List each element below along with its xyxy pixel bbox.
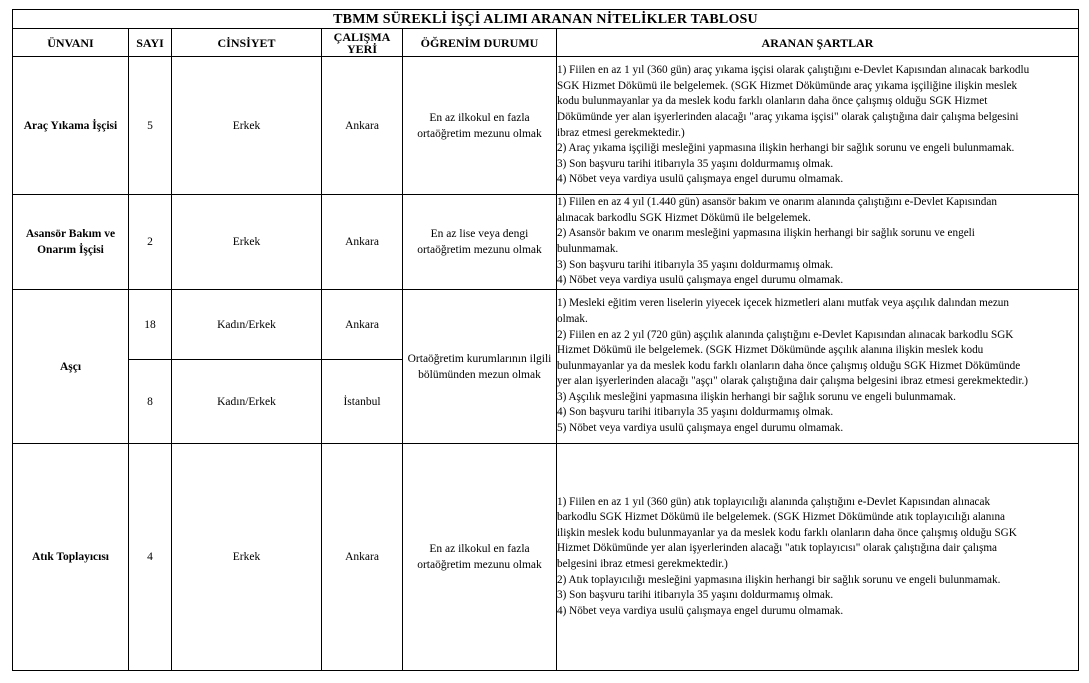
requirement-line: 1) Fiilen en az 1 yıl (360 gün) atık toplayıcılığı alanında çalıştığını e-Devlet Kapısından alınacak — [557, 495, 991, 508]
count-cell: 5 — [129, 57, 172, 195]
table-row — [13, 444, 1079, 671]
header-count: SAYI — [129, 29, 172, 57]
position-cell: Atık Toplayıcısı — [13, 444, 129, 671]
requirement-line: barkodlu SGK Hizmet Dökümü ile belgelemek. (SGK Hizmet Dökümünde atık toplayıcılığı alanına — [557, 511, 1006, 524]
workplace-cell: Ankara — [322, 195, 403, 290]
gender-cell: Erkek — [172, 57, 322, 195]
count-cell: 8 — [129, 360, 172, 444]
requirement-line: 3) Aşçılık mesleğini yapmasına ilişkin herhangi bir sağlık sorunu ve engeli bulunmamak. — [557, 390, 956, 403]
education-cell: En az ilkokul en fazla ortaöğretim mezunu olmak — [403, 57, 557, 195]
requirement-line: 4) Nöbet veya vardiya usulü çalışmaya engel durumu olmamak. — [557, 604, 844, 617]
requirement-line: Hizmet Dökümünde yer alan işyerlerinden alacağı "atık toplayıcısı" olarak çalıştığına dair çalışma — [557, 542, 998, 555]
count-cell: 18 — [129, 290, 172, 360]
count-cell: 4 — [129, 444, 172, 671]
requirement-line: 1) Mesleki eğitim veren liselerin yiyecek içecek hizmetleri alanı mutfak veya aşçılık dalından mezun — [557, 297, 1009, 310]
header-workplace-line2: YERİ — [346, 41, 377, 56]
workplace-cell: Ankara — [322, 57, 403, 195]
requirement-line: alınacak barkodlu SGK Hizmet Dökümü ile belgelemek. — [557, 211, 811, 224]
requirement-line: Dökümünde yer alan işyerlerinden alacağı "araç yıkama işçisi" olarak çalıştığına dair çalışma belgesini — [557, 110, 1019, 123]
requirements-cell — [557, 57, 1079, 195]
requirements-cell — [557, 290, 1079, 444]
workplace-cell: İstanbul — [322, 360, 403, 444]
requirement-line: kodu bulunmayanlar ya da meslek kodu farklı olanların daha önce çalışmış olduğu SGK Hizmet — [557, 95, 988, 108]
requirement-line: bulunmamak. — [557, 243, 619, 255]
count-cell: 2 — [129, 195, 172, 290]
table-title: TBMM SÜREKLİ İŞÇİ ALIMI ARANAN NİTELİKLER TABLOSU — [13, 10, 1079, 29]
requirement-line: 4) Son başvuru tarihi itibarıyla 35 yaşını doldurmamış olmak. — [557, 406, 834, 419]
requirement-line: 2) Asansör bakım ve onarım mesleğini yapmasına ilişkin herhangi bir sağlık sorunu ve engeli — [557, 227, 975, 240]
header-workplace-line1: ÇALIŞMA — [333, 29, 391, 44]
position-cell: Aşçı — [13, 290, 129, 444]
table-row — [13, 57, 1079, 195]
gender-cell: Erkek — [172, 444, 322, 671]
requirement-line: 1) Fiilen en az 1 yıl (360 gün) araç yıkama işçisi olarak çalıştığını e-Devlet Kapısından alınacak barkodlu — [557, 64, 1030, 77]
requirements-cell — [557, 444, 1079, 671]
requirement-line: 2) Atık toplayıcılığı mesleğini yapmasına ilişkin herhangi bir sağlık sorunu ve engeli bulunmamak. — [557, 573, 1001, 586]
header-requirements: ARANAN ŞARTLAR — [557, 29, 1079, 57]
requirements-table — [12, 9, 1079, 671]
requirement-line: ilişkin meslek kodu bulunmayanlar ya da meslek kodu farklı olanların daha önce çalışmış olduğu SGK — [557, 526, 1017, 539]
header-workplace — [322, 29, 403, 57]
requirement-line: 2) Araç yıkama işçiliği mesleğini yapmasına ilişkin herhangi bir sağlık sorunu ve engeli bulunmamak. — [557, 142, 1015, 155]
table-row — [13, 195, 1079, 290]
requirement-line: bulunmayanlar ya da meslek kodu farklı olanların daha önce çalışmış olduğu SGK Hizmet Dökümünde — [557, 359, 1021, 372]
requirement-line: Hizmet Dökümü ile belgelemek. (SGK Hizmet Dökümünde aşçılık alanına ilişkin meslek kodu — [557, 344, 984, 357]
header-education: ÖĞRENİM DURUMU — [403, 29, 557, 57]
gender-cell: Kadın/Erkek — [172, 360, 322, 444]
education-cell: En az ilkokul en fazla ortaöğretim mezunu olmak — [403, 444, 557, 671]
requirement-line: belgesini ibraz etmesi gerekmektedir.) — [557, 558, 728, 570]
workplace-cell: Ankara — [322, 444, 403, 671]
education-cell: En az lise veya dengi ortaöğretim mezunu olmak — [403, 195, 557, 290]
requirement-line: 3) Son başvuru tarihi itibarıyla 35 yaşını doldurmamış olmak. — [557, 157, 834, 170]
gender-cell: Kadın/Erkek — [172, 290, 322, 360]
header-row — [13, 29, 1079, 57]
requirement-line: olmak. — [557, 312, 588, 325]
education-cell: Ortaöğretim kurumlarının ilgili bölümünden mezun olmak — [403, 290, 557, 444]
requirements-cell — [557, 195, 1079, 290]
workplace-cell: Ankara — [322, 290, 403, 360]
requirement-line: yer alan işyerlerinden alacağı "aşçı" olarak çalıştığına dair çalışma belgesini ibraz etmesi gerekmektedir.) — [557, 375, 1029, 388]
requirement-line: ibraz etmesi gerekmektedir.) — [557, 126, 685, 139]
table-row — [13, 290, 1079, 360]
requirement-line: 3) Son başvuru tarihi itibarıyla 35 yaşını doldurmamış olmak. — [557, 589, 834, 602]
requirement-line: 4) Nöbet veya vardiya usulü çalışmaya engel durumu olmamak. — [557, 274, 844, 287]
requirement-line: 4) Nöbet veya vardiya usulü çalışmaya engel durumu olmamak. — [557, 173, 844, 186]
requirement-line: 1) Fiilen en az 4 yıl (1.440 gün) asansör bakım ve onarım alanında çalıştığını e-Devlet Kapısından — [557, 196, 997, 209]
gender-cell: Erkek — [172, 195, 322, 290]
position-cell: Asansör Bakım ve Onarım İşçisi — [13, 195, 129, 290]
header-position: ÜNVANI — [13, 29, 129, 57]
requirement-line: 5) Nöbet veya vardiya usulü çalışmaya engel durumu olmamak. — [557, 422, 844, 435]
requirement-line: 2) Fiilen en az 2 yıl (720 gün) aşçılık alanında çalıştığını e-Devlet Kapısından alınacak barkodlu SGK — [557, 328, 1014, 341]
requirement-line: 3) Son başvuru tarihi itibarıyla 35 yaşını doldurmamış olmak. — [557, 258, 834, 271]
requirement-line: SGK Hizmet Dökümü ile belgelemek. (SGK Hizmet Dökümünde araç yıkama işçiliğine ilişkin meslek — [557, 79, 1018, 92]
header-gender: CİNSİYET — [172, 29, 322, 57]
position-cell: Araç Yıkama İşçisi — [13, 57, 129, 195]
